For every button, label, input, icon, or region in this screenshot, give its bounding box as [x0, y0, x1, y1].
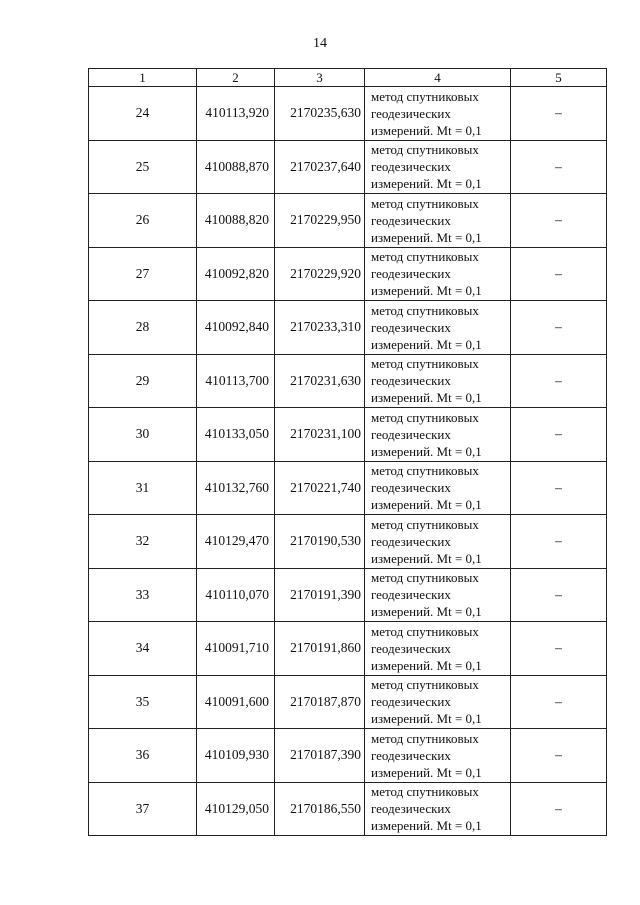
y-coordinate-cell: 2170235,630 — [275, 87, 365, 141]
method-text-line: измерений. Mt = 0,1 — [371, 550, 482, 566]
method-text-line: геодезических — [371, 159, 451, 175]
point-number-cell: 37 — [89, 782, 197, 836]
point-number-cell: 24 — [89, 87, 197, 141]
table-row — [89, 354, 607, 408]
note-cell: – — [511, 247, 607, 301]
note-cell: – — [511, 354, 607, 408]
method-text-line: геодезических — [371, 801, 451, 817]
method-text-line: метод спутниковых — [371, 623, 479, 639]
method-cell — [365, 140, 511, 194]
x-coordinate-cell: 410088,870 — [197, 140, 275, 194]
table-row — [89, 301, 607, 355]
method-text-line: метод спутниковых — [371, 570, 479, 586]
y-coordinate-cell: 2170237,640 — [275, 140, 365, 194]
method-text-line: геодезических — [371, 212, 451, 228]
method-text-line: метод спутниковых — [371, 730, 479, 746]
y-coordinate-cell: 2170229,920 — [275, 247, 365, 301]
x-coordinate-cell: 410088,820 — [197, 194, 275, 248]
method-cell — [365, 461, 511, 515]
method-text-line: измерений. Mt = 0,1 — [371, 229, 482, 245]
note-cell: – — [511, 301, 607, 355]
method-text-line: метод спутниковых — [371, 88, 479, 104]
point-number-cell: 33 — [89, 568, 197, 622]
y-coordinate-cell: 2170191,390 — [275, 568, 365, 622]
method-text-line: измерений. Mt = 0,1 — [371, 443, 482, 459]
method-text-line: измерений. Mt = 0,1 — [371, 711, 482, 727]
method-text-line: геодезических — [371, 480, 451, 496]
x-coordinate-cell: 410091,710 — [197, 622, 275, 676]
coordinates-table — [88, 68, 607, 836]
x-coordinate-cell: 410113,920 — [197, 87, 275, 141]
x-coordinate-cell: 410092,820 — [197, 247, 275, 301]
note-cell: – — [511, 87, 607, 141]
method-text-line: метод спутниковых — [371, 463, 479, 479]
table-row — [89, 729, 607, 783]
method-text-line: измерений. Mt = 0,1 — [371, 657, 482, 673]
method-text-line: метод спутниковых — [371, 356, 479, 372]
table-row — [89, 782, 607, 836]
x-coordinate-cell: 410132,760 — [197, 461, 275, 515]
point-number-cell: 30 — [89, 408, 197, 462]
y-coordinate-cell: 2170229,950 — [275, 194, 365, 248]
y-coordinate-cell: 2170187,390 — [275, 729, 365, 783]
method-text-line: геодезических — [371, 105, 451, 121]
y-coordinate-cell: 2170231,100 — [275, 408, 365, 462]
method-text-line: измерений. Mt = 0,1 — [371, 283, 482, 299]
method-cell — [365, 301, 511, 355]
method-cell — [365, 354, 511, 408]
header-col-4: 4 — [365, 69, 511, 87]
note-cell: – — [511, 194, 607, 248]
point-number-cell: 28 — [89, 301, 197, 355]
method-text-line: измерений. Mt = 0,1 — [371, 497, 482, 513]
method-text-line: геодезических — [371, 373, 451, 389]
table-row — [89, 568, 607, 622]
point-number-cell: 36 — [89, 729, 197, 783]
note-cell: – — [511, 675, 607, 729]
point-number-cell: 35 — [89, 675, 197, 729]
note-cell: – — [511, 140, 607, 194]
method-text-line: измерений. Mt = 0,1 — [371, 122, 482, 138]
point-number-cell: 26 — [89, 194, 197, 248]
method-text-line: геодезических — [371, 319, 451, 335]
y-coordinate-cell: 2170221,740 — [275, 461, 365, 515]
method-text-line: метод спутниковых — [371, 302, 479, 318]
table-row — [89, 408, 607, 462]
table-row — [89, 515, 607, 569]
header-row — [89, 69, 607, 87]
y-coordinate-cell: 2170191,860 — [275, 622, 365, 676]
note-cell: – — [511, 782, 607, 836]
x-coordinate-cell: 410129,470 — [197, 515, 275, 569]
table-header — [89, 69, 607, 87]
method-text-line: метод спутниковых — [371, 142, 479, 158]
method-text-line: измерений. Mt = 0,1 — [371, 336, 482, 352]
method-text-line: измерений. Mt = 0,1 — [371, 818, 482, 834]
x-coordinate-cell: 410129,050 — [197, 782, 275, 836]
method-text-line: метод спутниковых — [371, 677, 479, 693]
header-col-2: 2 — [197, 69, 275, 87]
method-text-line: измерений. Mt = 0,1 — [371, 604, 482, 620]
x-coordinate-cell: 410109,930 — [197, 729, 275, 783]
y-coordinate-cell: 2170190,530 — [275, 515, 365, 569]
table-row — [89, 461, 607, 515]
method-text-line: метод спутниковых — [371, 249, 479, 265]
method-text-line: геодезических — [371, 266, 451, 282]
y-coordinate-cell: 2170186,550 — [275, 782, 365, 836]
x-coordinate-cell: 410091,600 — [197, 675, 275, 729]
point-number-cell: 31 — [89, 461, 197, 515]
page-number: 14 — [313, 36, 327, 51]
table-row — [89, 194, 607, 248]
method-text-line: метод спутниковых — [371, 195, 479, 211]
method-cell — [365, 568, 511, 622]
note-cell: – — [511, 515, 607, 569]
method-text-line: геодезических — [371, 694, 451, 710]
method-cell — [365, 782, 511, 836]
table-row — [89, 87, 607, 141]
point-number-cell: 25 — [89, 140, 197, 194]
header-col-5: 5 — [511, 69, 607, 87]
method-text-line: метод спутниковых — [371, 784, 479, 800]
method-text-line: геодезических — [371, 587, 451, 603]
method-cell — [365, 194, 511, 248]
header-col-1: 1 — [89, 69, 197, 87]
point-number-cell: 27 — [89, 247, 197, 301]
method-cell — [365, 515, 511, 569]
y-coordinate-cell: 2170231,630 — [275, 354, 365, 408]
x-coordinate-cell: 410133,050 — [197, 408, 275, 462]
method-text-line: геодезических — [371, 533, 451, 549]
table-row — [89, 247, 607, 301]
x-coordinate-cell: 410110,070 — [197, 568, 275, 622]
method-text-line: геодезических — [371, 747, 451, 763]
x-coordinate-cell: 410092,840 — [197, 301, 275, 355]
method-text-line: измерений. Mt = 0,1 — [371, 764, 482, 780]
method-cell — [365, 622, 511, 676]
table-row — [89, 140, 607, 194]
method-text-line: метод спутниковых — [371, 409, 479, 425]
method-text-line: измерений. Mt = 0,1 — [371, 390, 482, 406]
point-number-cell: 29 — [89, 354, 197, 408]
y-coordinate-cell: 2170233,310 — [275, 301, 365, 355]
point-number-cell: 34 — [89, 622, 197, 676]
x-coordinate-cell: 410113,700 — [197, 354, 275, 408]
method-cell — [365, 87, 511, 141]
table-row — [89, 675, 607, 729]
note-cell: – — [511, 461, 607, 515]
method-text-line: геодезических — [371, 426, 451, 442]
method-cell — [365, 408, 511, 462]
y-coordinate-cell: 2170187,870 — [275, 675, 365, 729]
method-cell — [365, 729, 511, 783]
method-cell — [365, 675, 511, 729]
header-col-3: 3 — [275, 69, 365, 87]
method-text-line: метод спутниковых — [371, 516, 479, 532]
table-body — [89, 87, 607, 836]
method-text-line: измерений. Mt = 0,1 — [371, 176, 482, 192]
note-cell: – — [511, 729, 607, 783]
note-cell: – — [511, 568, 607, 622]
note-cell: – — [511, 408, 607, 462]
table-row — [89, 622, 607, 676]
note-cell: – — [511, 622, 607, 676]
point-number-cell: 32 — [89, 515, 197, 569]
method-text-line: геодезических — [371, 640, 451, 656]
method-cell — [365, 247, 511, 301]
